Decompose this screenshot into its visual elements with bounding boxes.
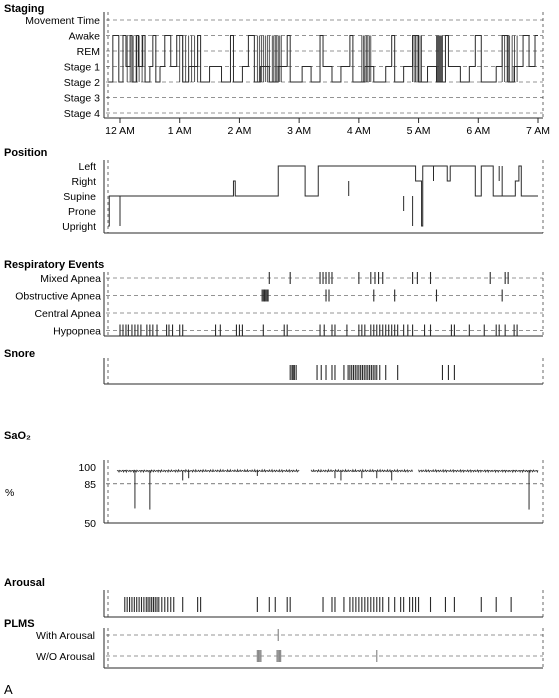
position-category-label: Right xyxy=(71,176,96,188)
x-tick-label: 4 AM xyxy=(346,125,371,137)
position-category-label: Left xyxy=(78,161,96,173)
respiratory-category-label: Central Apnea xyxy=(34,308,101,320)
position-category-label: Upright xyxy=(62,221,96,233)
staging-hypnogram-line xyxy=(108,36,538,83)
sao2-trace xyxy=(117,470,299,472)
x-tick-label: 2 AM xyxy=(227,125,252,137)
sao2-y-tick-label: 85 xyxy=(84,478,96,491)
snore-title: Snore xyxy=(4,348,36,360)
x-tick-label: 1 AM xyxy=(167,125,192,137)
position-title: Position xyxy=(4,147,48,159)
x-tick-label: 7 AM xyxy=(526,125,550,137)
staging-category-label: REM xyxy=(76,46,100,58)
x-tick-label: 3 AM xyxy=(287,125,312,137)
panel-letter: A xyxy=(4,682,13,697)
sao2-y-tick-label: 50 xyxy=(84,518,96,530)
respiratory-category-label: Mixed Apnea xyxy=(40,273,101,285)
staging-title: Staging xyxy=(4,3,45,15)
sao2-y-tick-label: 100 xyxy=(78,462,96,474)
sao2-title: SaO₂ xyxy=(4,430,31,442)
sao2-trace xyxy=(419,470,538,472)
x-tick-label: 6 AM xyxy=(466,125,491,137)
plms-category-label: W/O Arousal xyxy=(36,651,95,663)
respiratory-events-title: Respiratory Events xyxy=(4,259,105,271)
plot-area xyxy=(15,12,550,668)
staging-category-label: Awake xyxy=(68,30,100,43)
staging-category-label: Movement Time xyxy=(25,15,100,27)
position-step-line xyxy=(108,166,538,226)
x-tick-label: 5 AM xyxy=(406,125,431,137)
position-category-label: Supine xyxy=(63,191,96,203)
staging-category-label: Stage 4 xyxy=(63,108,100,120)
staging-category-label: Stage 1 xyxy=(63,61,100,74)
staging-category-label: Stage 2 xyxy=(63,77,100,89)
x-tick-label: 12 AM xyxy=(105,125,135,137)
staging-category-label: Stage 3 xyxy=(63,92,100,105)
plms-title: PLMS xyxy=(4,618,35,630)
respiratory-category-label: Obstructive Apnea xyxy=(15,290,101,303)
respiratory-category-label: Hypopnea xyxy=(53,325,101,338)
position-category-label: Prone xyxy=(67,206,96,218)
plms-category-label: With Arousal xyxy=(36,630,95,642)
sao2-unit-label: % xyxy=(5,487,15,499)
arousal-title: Arousal xyxy=(4,577,45,589)
